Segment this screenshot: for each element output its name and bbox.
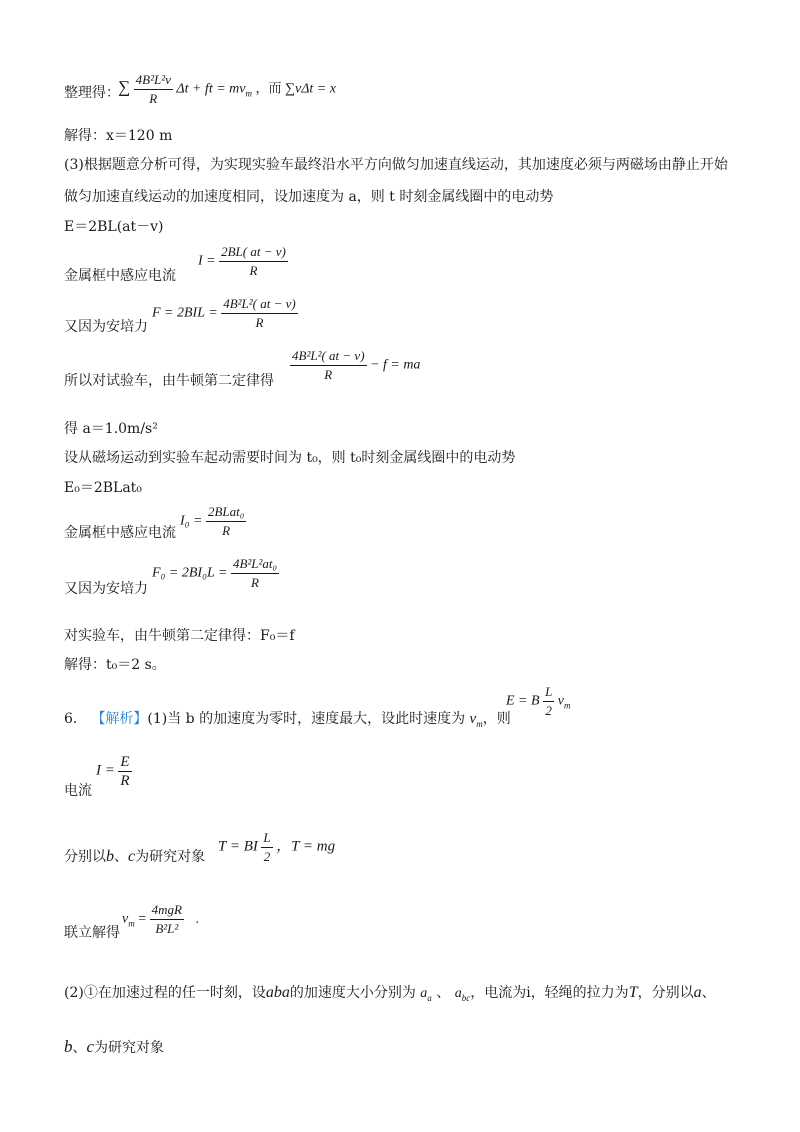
equation-line-summary bbox=[64, 84, 120, 102]
paragraph-3a: (3)根据题意分析可得，为实现实验车最终沿水平方向做匀加速直线运动，其加速度必须与两磁场由静止开始 bbox=[64, 157, 728, 173]
force0-equation: F₀ = 2BI₀L = $\frac{\text{4B²L²at₀}}{R}$ bbox=[152, 556, 278, 590]
label: 整理得： bbox=[64, 85, 120, 101]
solve-label: 联立解得 bbox=[64, 925, 120, 941]
t0-result: 解得：t₀＝2 s。 bbox=[64, 657, 166, 673]
emf0-equation: E₀＝2BLat₀ bbox=[64, 480, 142, 496]
question-6-line: 6． 【解析】(1)当 b 的加速度为零时，速度最大，设此时速度为 $v_m$，则 bbox=[64, 711, 511, 729]
newton-label: 所以对试验车，由牛顿第二定律得 bbox=[64, 373, 274, 389]
current0-equation: I₀ = $\frac{\text{2BLat₀}}{R}$ bbox=[180, 504, 245, 538]
vm-equation: $v_m$ = $\frac{\text{4mgR}}{\text{B²L²}}$ . bbox=[122, 902, 199, 936]
paragraph-3b: 做匀加速直线运动的加速度相同，设加速度为 a，则 t 时刻金属线圈中的电动势 bbox=[64, 189, 554, 205]
result-x: 解得：x＝120 m bbox=[64, 128, 173, 144]
question-number: 6． bbox=[64, 711, 87, 727]
newton-equation: $\frac{\text{4B²L²( at − v)}}{R}$ − f = ma bbox=[292, 348, 421, 382]
part-2-line: (2)①在加速过程的任一时刻，设aba的加速度大小分别为 $a_a$ 、 $a_{bc}$，电流为i，轻绳的拉力为T，分别以a、 bbox=[64, 984, 716, 1003]
current-e-equation: I = $\frac{E}{R}$ bbox=[96, 754, 130, 789]
objects-line: 分别以b、c为研究对象 bbox=[64, 848, 206, 865]
newton-f0: 对实验车，由牛顿第二定律得：F₀＝f bbox=[64, 628, 295, 644]
force-label: 又因为安培力 bbox=[64, 319, 148, 335]
t0-intro: 设从磁场运动到实验车起动需要时间为 t₀，则 t₀时刻金属线圈中的电动势 bbox=[64, 450, 516, 466]
current-e-label: 电流 bbox=[64, 783, 92, 799]
force0-label: 又因为安培力 bbox=[64, 581, 148, 597]
part-2-objects: b、c为研究对象 bbox=[64, 1037, 165, 1056]
force-equation: F = 2BIL = $\frac{\text{4B²L²( at − v)}}{R}$ bbox=[152, 296, 296, 330]
current-equation: I = $\frac{2BL( at - v)}{R}$ bbox=[198, 244, 286, 278]
current-label: 金属框中感应电流 bbox=[64, 268, 176, 284]
emf-vm-equation: E = B $\frac{L}{2}$ $v_m$ bbox=[506, 684, 571, 718]
sum-equation: ∑ $\frac{\text{4B²L²v}}{R}$ Δt + ft = $mv_m$ ，而 ∑vΔt = x bbox=[118, 72, 336, 106]
current0-label: 金属框中感应电流 bbox=[64, 525, 176, 541]
emf-equation: E＝2BL(at－v) bbox=[64, 219, 164, 235]
acceleration-result: 得 a＝1.0m/s² bbox=[64, 421, 158, 437]
tension-equation: T = BI $\frac{L}{2}$ ，T = mg bbox=[218, 830, 336, 864]
analysis-tag: 【解析】 bbox=[91, 711, 148, 727]
